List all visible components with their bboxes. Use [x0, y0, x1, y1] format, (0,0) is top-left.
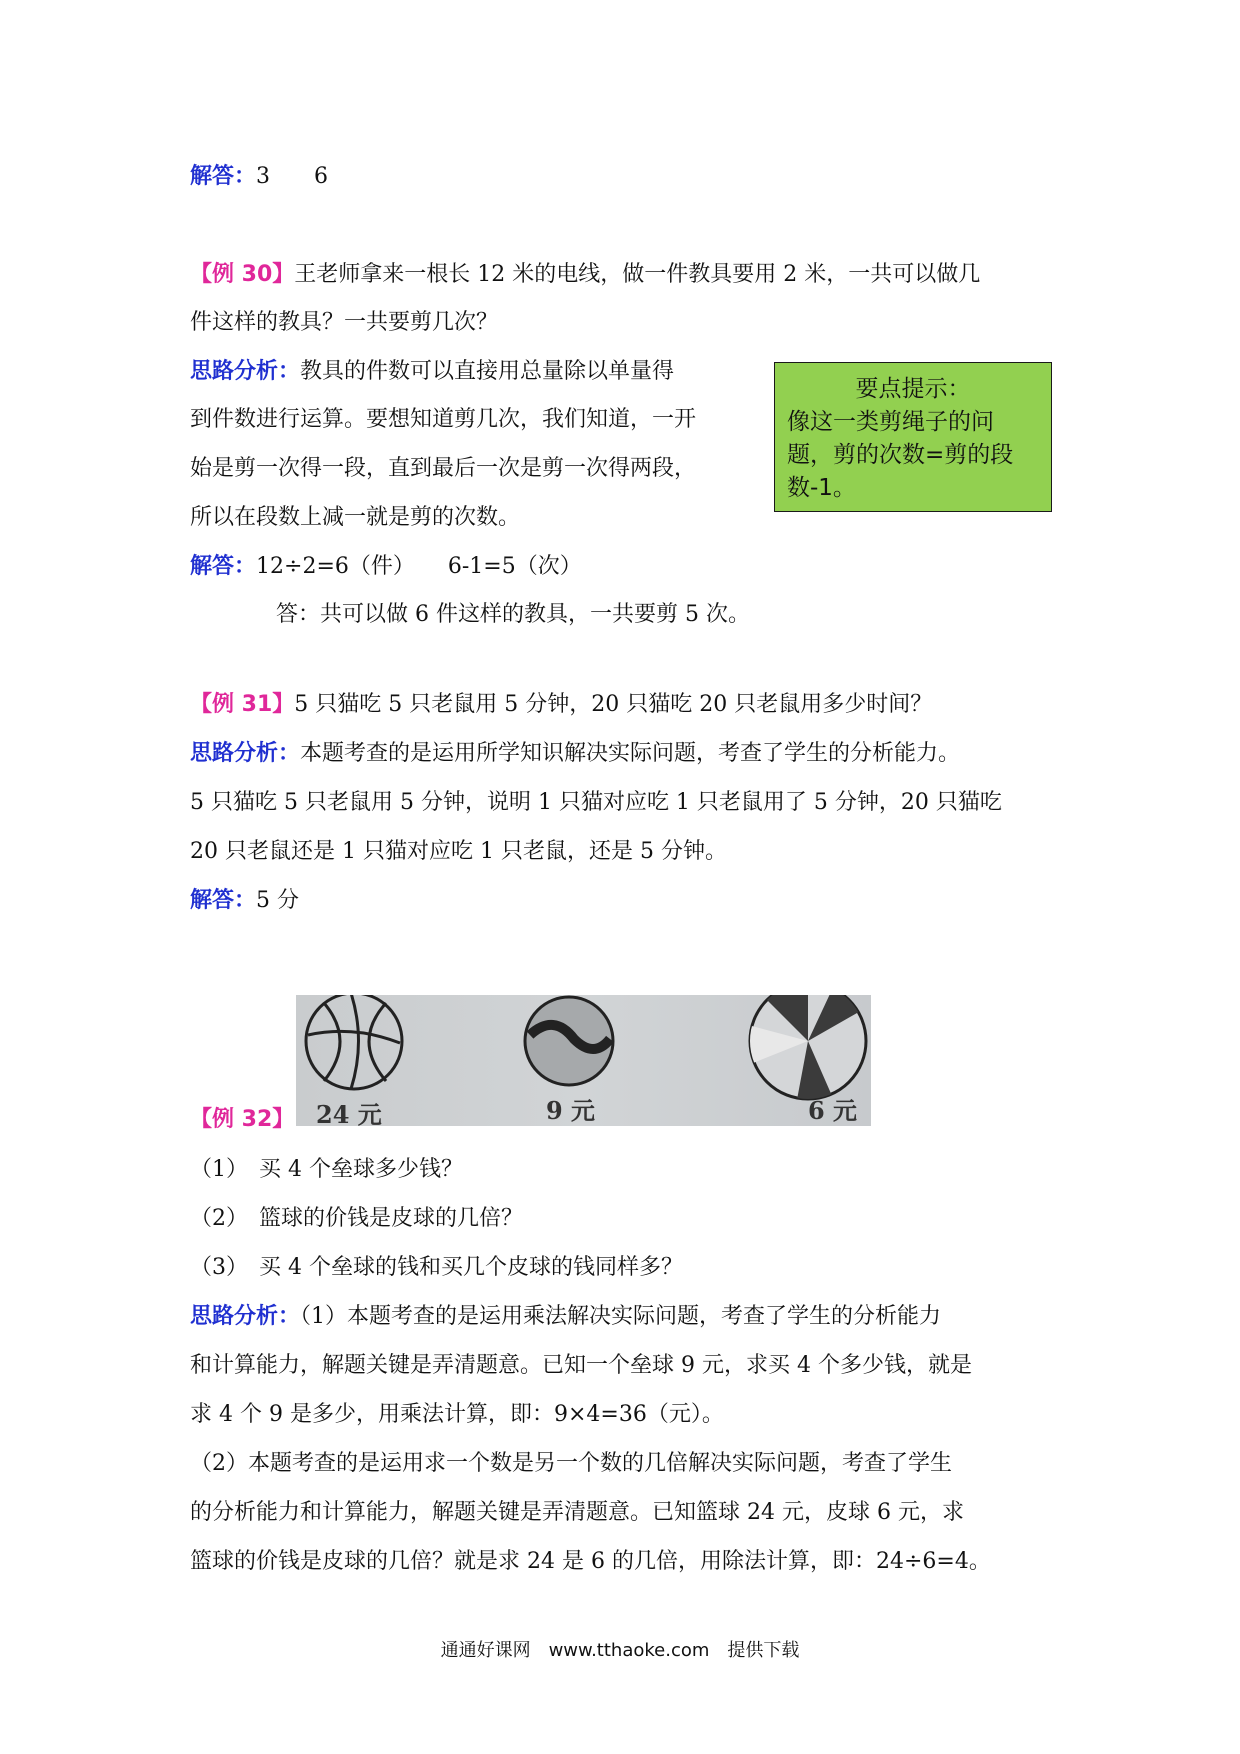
ex32-analysis-text1: （1）本题考查的是运用乘法解决实际问题，考查了学生的分析能力	[300, 1304, 942, 1329]
ex32-analysis-line1	[190, 1302, 941, 1332]
tip-line3: 数-1。	[787, 475, 856, 501]
ex32-analysis-line2: 和计算能力，解题关键是弄清题意。已知一个垒球 9 元，求买 4 个多少钱，就是	[190, 1353, 972, 1378]
ex30-analysis-line4: 所以在段数上减一就是剪的次数。	[190, 505, 521, 530]
ex32-question2: （2） 篮球的价钱是皮球的几倍？	[190, 1206, 523, 1231]
ex31-analysis-line2: 5 只猫吃 5 只老鼠用 5 分钟，说明 1 只猫对应吃 1 只老鼠用了 5 分钟，20 只猫吃	[190, 790, 1002, 815]
ex31-answer-label: 解答：	[190, 888, 257, 913]
ex32-question3: （3） 买 4 个垒球的钱和买几个皮球的钱同样多？	[190, 1255, 683, 1280]
ex31-question-line	[190, 690, 932, 720]
ex32-analysis-label: 思路分析：	[190, 1304, 301, 1329]
ex30-tag: 【例 30】	[190, 262, 295, 287]
ex31-tag: 【例 31】	[190, 692, 295, 717]
softball-icon	[525, 997, 613, 1085]
tip-title: 要点提示：	[855, 376, 971, 402]
ex30-answer-label: 解答：	[190, 554, 257, 579]
ex32-tag-line	[190, 1105, 294, 1135]
ex32-analysis-line4: （2）本题考查的是运用求一个数是另一个数的几倍解决实际问题，考查了学生	[190, 1451, 952, 1476]
basketball-price: 24 元	[316, 1100, 382, 1129]
softball-price: 9 元	[546, 1096, 596, 1125]
ex30-answer-sentence: 答：共可以做 6 件这样的教具，一共要剪 5 次。	[276, 602, 750, 627]
ex32-analysis-line6: 篮球的价钱是皮球的几倍？就是求 24 是 6 的几倍，用除法计算，即：24÷6=4。	[190, 1549, 991, 1574]
answer-text: 3 6	[256, 164, 329, 189]
ex31-answer-line	[190, 886, 299, 916]
ex32-tag: 【例 32】	[190, 1107, 295, 1132]
key-point-tip-box	[774, 362, 1052, 512]
page-footer: 通通好课网 www.tthaoke.com 提供下载	[440, 1640, 800, 1661]
basketball-icon	[306, 995, 402, 1089]
tip-line2: 题，剪的次数=剪的段	[787, 442, 1014, 468]
ex30-analysis-label: 思路分析：	[190, 359, 301, 384]
balls-photo	[296, 995, 871, 1129]
ex31-analysis-line1	[190, 739, 960, 769]
answer-line	[190, 162, 328, 192]
answer-label: 解答：	[190, 164, 257, 189]
ex32-analysis-line5: 的分析能力和计算能力，解题关键是弄清题意。已知篮球 24 元，皮球 6 元，求	[190, 1500, 964, 1525]
ex30-question-line1	[190, 260, 980, 290]
ex31-analysis-label: 思路分析：	[190, 741, 301, 766]
ex31-answer-text: 5 分	[256, 888, 300, 913]
ex30-analysis-text1: 教具的件数可以直接用总量除以单量得	[300, 359, 675, 384]
ex30-answer-text: 12÷2=6（件） 6-1=5（次）	[256, 554, 582, 579]
ex30-analysis-line2: 到件数进行运算。要想知道剪几次，我们知道，一开	[190, 407, 697, 432]
tip-line1: 像这一类剪绳子的问	[787, 409, 994, 435]
ex30-analysis-line3: 始是剪一次得一段，直到最后一次是剪一次得两段，	[190, 456, 697, 481]
leather-ball-icon	[748, 995, 871, 1105]
ex30-analysis-line1	[190, 357, 674, 387]
leather-ball-price: 6 元	[808, 1096, 858, 1125]
ex30-answer-line	[190, 552, 582, 582]
ex31-analysis-text1: 本题考查的是运用所学知识解决实际问题，考查了学生的分析能力。	[300, 741, 961, 766]
ex31-question-text: 5 只猫吃 5 只老鼠用 5 分钟，20 只猫吃 20 只老鼠用多少时间？	[294, 692, 933, 717]
ex32-question1: （1） 买 4 个垒球多少钱？	[190, 1157, 463, 1182]
ex30-question-line2: 件这样的教具？一共要剪几次？	[190, 310, 499, 335]
ex31-analysis-line3: 20 只老鼠还是 1 只猫对应吃 1 只老鼠，还是 5 分钟。	[190, 839, 727, 864]
ex32-analysis-line3: 求 4 个 9 是多少，用乘法计算，即：9×4=36（元）。	[190, 1402, 724, 1427]
ex30-question-text1: 王老师拿来一根长 12 米的电线，做一件教具要用 2 米，一共可以做几	[294, 262, 981, 287]
